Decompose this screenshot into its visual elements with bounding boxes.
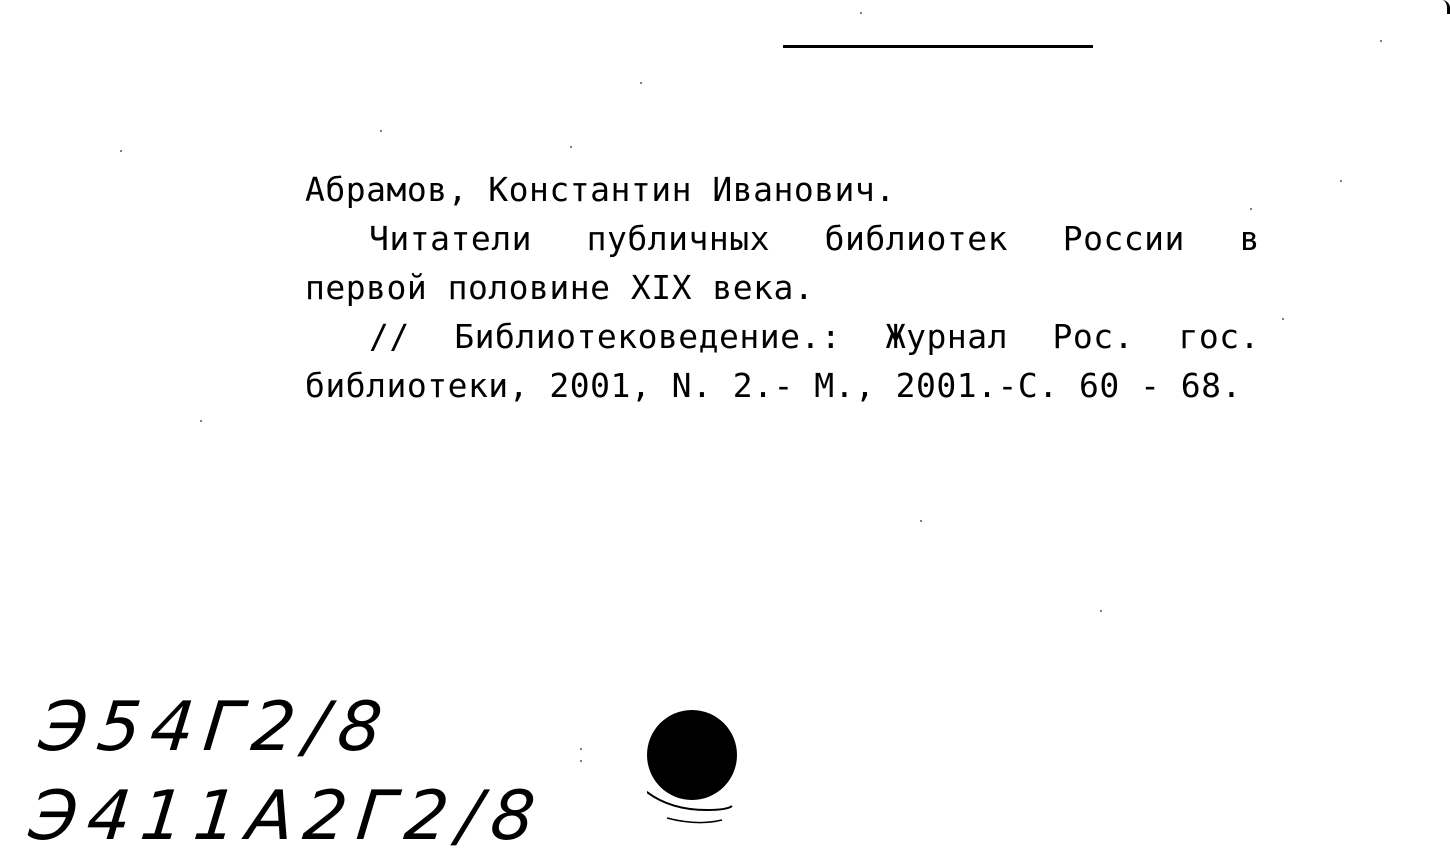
- speck: [570, 146, 572, 148]
- speck: [920, 520, 922, 522]
- speck: [200, 420, 202, 422]
- corner-mark: [1439, 0, 1450, 14]
- speck: [1282, 318, 1284, 320]
- speck: [1100, 610, 1102, 612]
- author-heading: Абрамов, Константин Иванович.: [305, 170, 896, 209]
- speck: [1340, 180, 1342, 182]
- bibliographic-entry: [305, 165, 1260, 410]
- speck: [580, 748, 582, 750]
- top-rule-line: [783, 45, 1093, 48]
- punched-hole-mark: [647, 710, 757, 835]
- speck: [1250, 208, 1252, 210]
- handwritten-shelf-code-2: Э411А2Г2/8: [25, 777, 549, 856]
- speck: [1380, 40, 1382, 42]
- handwritten-shelf-code-1: Э54Г2/8: [35, 688, 396, 767]
- speck: [580, 760, 582, 762]
- speck: [380, 130, 382, 132]
- source-citation: // Библиотековедение.: Журнал Рос. гос. библиотеки, 2001, N. 2.- М., 2001.-С. 60 - 68.: [305, 317, 1260, 405]
- speck: [120, 150, 122, 152]
- speck: [640, 82, 642, 84]
- work-title: Читатели публичных библиотек России в первой половине XIX века.: [305, 219, 1260, 307]
- speck: [860, 12, 862, 14]
